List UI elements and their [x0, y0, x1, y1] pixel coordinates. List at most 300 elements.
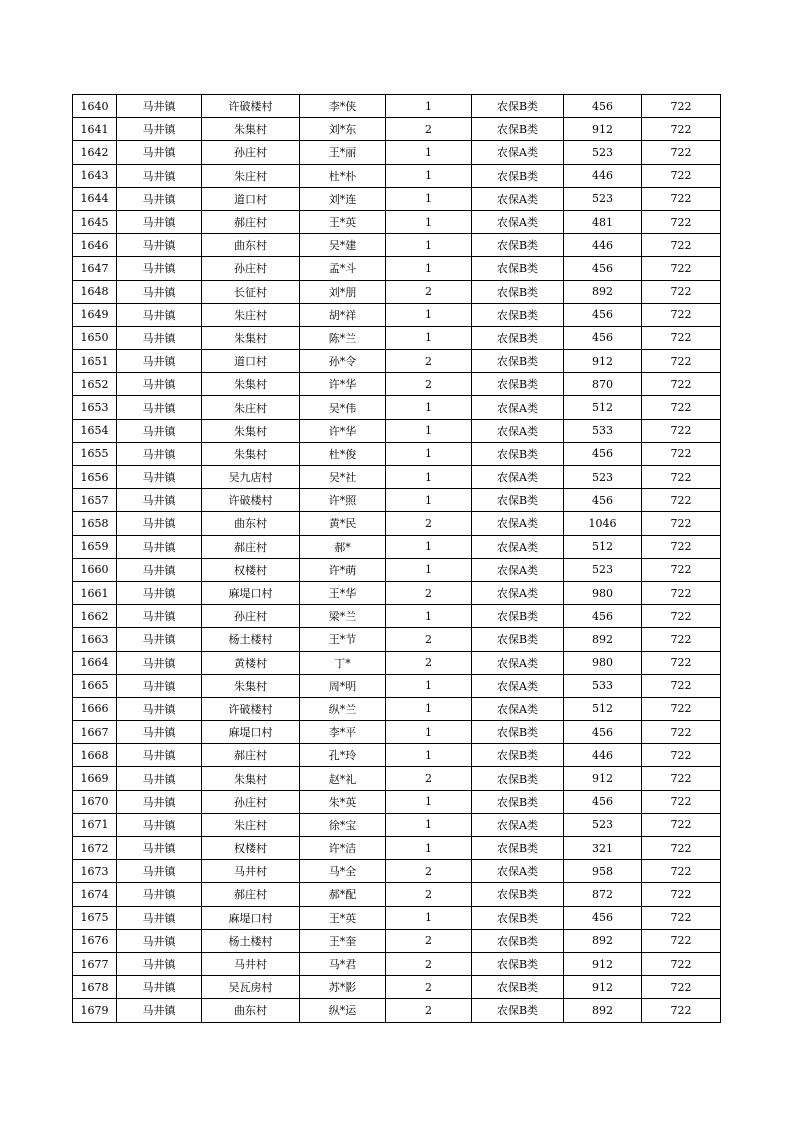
- amount-cell: 523: [564, 187, 642, 210]
- amount-cell: 456: [564, 303, 642, 326]
- row-number-cell: 1650: [73, 326, 117, 349]
- category-cell: 农保B类: [472, 326, 564, 349]
- count-cell: 1: [386, 187, 472, 210]
- table-row: [73, 280, 721, 303]
- name-cell: 周*明: [300, 674, 386, 697]
- count-cell: 1: [386, 813, 472, 836]
- standard-cell: 722: [642, 999, 721, 1022]
- name-cell: 王*节: [300, 628, 386, 651]
- table-row: [73, 558, 721, 581]
- name-cell: 郝*配: [300, 883, 386, 906]
- category-cell: 农保B类: [472, 628, 564, 651]
- category-cell: 农保A类: [472, 813, 564, 836]
- count-cell: 1: [386, 906, 472, 929]
- table-row: [73, 535, 721, 558]
- category-cell: 农保A类: [472, 651, 564, 674]
- count-cell: 1: [386, 605, 472, 628]
- category-cell: 农保A类: [472, 210, 564, 233]
- table-row: [73, 883, 721, 906]
- amount-cell: 456: [564, 326, 642, 349]
- amount-cell: 456: [564, 790, 642, 813]
- standard-cell: 722: [642, 257, 721, 280]
- standard-cell: 722: [642, 837, 721, 860]
- count-cell: 1: [386, 164, 472, 187]
- table-row: [73, 860, 721, 883]
- village-cell: 许破楼村: [202, 95, 300, 118]
- town-cell: 马井镇: [117, 929, 202, 952]
- row-number-cell: 1656: [73, 466, 117, 489]
- table-row: [73, 257, 721, 280]
- standard-cell: 722: [642, 118, 721, 141]
- amount-cell: 892: [564, 628, 642, 651]
- category-cell: 农保B类: [472, 257, 564, 280]
- table-row: [73, 187, 721, 210]
- table-row: [73, 929, 721, 952]
- amount-cell: 456: [564, 906, 642, 929]
- row-number-cell: 1678: [73, 976, 117, 999]
- table-row: [73, 303, 721, 326]
- town-cell: 马井镇: [117, 744, 202, 767]
- standard-cell: 722: [642, 721, 721, 744]
- town-cell: 马井镇: [117, 999, 202, 1022]
- town-cell: 马井镇: [117, 489, 202, 512]
- table-row: [73, 906, 721, 929]
- town-cell: 马井镇: [117, 396, 202, 419]
- category-cell: 农保B类: [472, 373, 564, 396]
- category-cell: 农保B类: [472, 976, 564, 999]
- town-cell: 马井镇: [117, 257, 202, 280]
- row-number-cell: 1671: [73, 813, 117, 836]
- standard-cell: 722: [642, 234, 721, 257]
- amount-cell: 512: [564, 697, 642, 720]
- amount-cell: 892: [564, 929, 642, 952]
- name-cell: 许*萌: [300, 558, 386, 581]
- count-cell: 1: [386, 489, 472, 512]
- name-cell: 李*侠: [300, 95, 386, 118]
- name-cell: 王*华: [300, 581, 386, 604]
- count-cell: 2: [386, 999, 472, 1022]
- count-cell: 1: [386, 790, 472, 813]
- row-number-cell: 1659: [73, 535, 117, 558]
- town-cell: 马井镇: [117, 303, 202, 326]
- row-number-cell: 1643: [73, 164, 117, 187]
- table-row: [73, 141, 721, 164]
- village-cell: 朱集村: [202, 767, 300, 790]
- category-cell: 农保B类: [472, 999, 564, 1022]
- count-cell: 1: [386, 721, 472, 744]
- village-cell: 朱集村: [202, 373, 300, 396]
- village-cell: 朱庄村: [202, 813, 300, 836]
- standard-cell: 722: [642, 210, 721, 233]
- count-cell: 2: [386, 976, 472, 999]
- standard-cell: 722: [642, 326, 721, 349]
- row-number-cell: 1679: [73, 999, 117, 1022]
- town-cell: 马井镇: [117, 118, 202, 141]
- row-number-cell: 1657: [73, 489, 117, 512]
- name-cell: 赵*礼: [300, 767, 386, 790]
- village-cell: 朱集村: [202, 326, 300, 349]
- row-number-cell: 1663: [73, 628, 117, 651]
- category-cell: 农保A类: [472, 512, 564, 535]
- standard-cell: 722: [642, 280, 721, 303]
- town-cell: 马井镇: [117, 326, 202, 349]
- count-cell: 1: [386, 674, 472, 697]
- count-cell: 2: [386, 952, 472, 975]
- standard-cell: 722: [642, 350, 721, 373]
- amount-cell: 958: [564, 860, 642, 883]
- town-cell: 马井镇: [117, 442, 202, 465]
- row-number-cell: 1677: [73, 952, 117, 975]
- row-number-cell: 1674: [73, 883, 117, 906]
- village-cell: 麻堤口村: [202, 721, 300, 744]
- table-row: [73, 697, 721, 720]
- standard-cell: 722: [642, 303, 721, 326]
- row-number-cell: 1651: [73, 350, 117, 373]
- name-cell: 马*全: [300, 860, 386, 883]
- town-cell: 马井镇: [117, 373, 202, 396]
- name-cell: 吴*社: [300, 466, 386, 489]
- village-cell: 吴九店村: [202, 466, 300, 489]
- village-cell: 曲东村: [202, 999, 300, 1022]
- row-number-cell: 1670: [73, 790, 117, 813]
- village-cell: 曲东村: [202, 512, 300, 535]
- standard-cell: 722: [642, 141, 721, 164]
- row-number-cell: 1661: [73, 581, 117, 604]
- village-cell: 杨土楼村: [202, 628, 300, 651]
- town-cell: 马井镇: [117, 883, 202, 906]
- amount-cell: 523: [564, 466, 642, 489]
- amount-cell: 456: [564, 95, 642, 118]
- name-cell: 梁*兰: [300, 605, 386, 628]
- category-cell: 农保A类: [472, 697, 564, 720]
- village-cell: 权楼村: [202, 837, 300, 860]
- name-cell: 杜*俊: [300, 442, 386, 465]
- count-cell: 2: [386, 929, 472, 952]
- name-cell: 苏*影: [300, 976, 386, 999]
- village-cell: 杨土楼村: [202, 929, 300, 952]
- amount-cell: 512: [564, 535, 642, 558]
- town-cell: 马井镇: [117, 210, 202, 233]
- town-cell: 马井镇: [117, 721, 202, 744]
- table-row: [73, 210, 721, 233]
- standard-cell: 722: [642, 187, 721, 210]
- village-cell: 朱庄村: [202, 396, 300, 419]
- standard-cell: 722: [642, 628, 721, 651]
- table-row: [73, 721, 721, 744]
- village-cell: 孙庄村: [202, 790, 300, 813]
- row-number-cell: 1652: [73, 373, 117, 396]
- village-cell: 朱集村: [202, 674, 300, 697]
- amount-cell: 872: [564, 883, 642, 906]
- row-number-cell: 1645: [73, 210, 117, 233]
- row-number-cell: 1646: [73, 234, 117, 257]
- name-cell: 朱*英: [300, 790, 386, 813]
- table-row: [73, 164, 721, 187]
- row-number-cell: 1640: [73, 95, 117, 118]
- standard-cell: 722: [642, 976, 721, 999]
- town-cell: 马井镇: [117, 605, 202, 628]
- count-cell: 1: [386, 419, 472, 442]
- standard-cell: 722: [642, 790, 721, 813]
- town-cell: 马井镇: [117, 466, 202, 489]
- table-row: [73, 744, 721, 767]
- town-cell: 马井镇: [117, 187, 202, 210]
- village-cell: 麻堤口村: [202, 906, 300, 929]
- amount-cell: 456: [564, 257, 642, 280]
- amount-cell: 456: [564, 489, 642, 512]
- town-cell: 马井镇: [117, 234, 202, 257]
- amount-cell: 512: [564, 396, 642, 419]
- count-cell: 2: [386, 767, 472, 790]
- category-cell: 农保A类: [472, 419, 564, 442]
- row-number-cell: 1641: [73, 118, 117, 141]
- count-cell: 2: [386, 280, 472, 303]
- name-cell: 刘*东: [300, 118, 386, 141]
- category-cell: 农保B类: [472, 605, 564, 628]
- amount-cell: 533: [564, 419, 642, 442]
- name-cell: 吴*伟: [300, 396, 386, 419]
- standard-cell: 722: [642, 419, 721, 442]
- amount-cell: 481: [564, 210, 642, 233]
- standard-cell: 722: [642, 860, 721, 883]
- standard-cell: 722: [642, 466, 721, 489]
- category-cell: 农保B类: [472, 303, 564, 326]
- table-row: [73, 442, 721, 465]
- town-cell: 马井镇: [117, 790, 202, 813]
- count-cell: 2: [386, 860, 472, 883]
- village-cell: 道口村: [202, 350, 300, 373]
- category-cell: 农保A类: [472, 396, 564, 419]
- category-cell: 农保B类: [472, 489, 564, 512]
- name-cell: 陈*兰: [300, 326, 386, 349]
- village-cell: 朱集村: [202, 419, 300, 442]
- name-cell: 许*照: [300, 489, 386, 512]
- town-cell: 马井镇: [117, 651, 202, 674]
- category-cell: 农保B类: [472, 952, 564, 975]
- town-cell: 马井镇: [117, 350, 202, 373]
- amount-cell: 456: [564, 442, 642, 465]
- count-cell: 1: [386, 95, 472, 118]
- category-cell: 农保A类: [472, 466, 564, 489]
- name-cell: 许*洁: [300, 837, 386, 860]
- standard-cell: 722: [642, 744, 721, 767]
- standard-cell: 722: [642, 535, 721, 558]
- standard-cell: 722: [642, 906, 721, 929]
- row-number-cell: 1644: [73, 187, 117, 210]
- category-cell: 农保B类: [472, 164, 564, 187]
- table-row: [73, 234, 721, 257]
- standard-cell: 722: [642, 929, 721, 952]
- village-cell: 朱集村: [202, 442, 300, 465]
- name-cell: 王*奎: [300, 929, 386, 952]
- category-cell: 农保A类: [472, 187, 564, 210]
- count-cell: 2: [386, 651, 472, 674]
- row-number-cell: 1649: [73, 303, 117, 326]
- village-cell: 马井村: [202, 860, 300, 883]
- town-cell: 马井镇: [117, 419, 202, 442]
- village-cell: 孙庄村: [202, 141, 300, 164]
- standard-cell: 722: [642, 581, 721, 604]
- table-row: [73, 976, 721, 999]
- row-number-cell: 1647: [73, 257, 117, 280]
- category-cell: 农保A类: [472, 860, 564, 883]
- village-cell: 曲东村: [202, 234, 300, 257]
- category-cell: 农保B类: [472, 767, 564, 790]
- town-cell: 马井镇: [117, 558, 202, 581]
- village-cell: 马井村: [202, 952, 300, 975]
- town-cell: 马井镇: [117, 860, 202, 883]
- standard-cell: 722: [642, 558, 721, 581]
- standard-cell: 722: [642, 442, 721, 465]
- table-row: [73, 95, 721, 118]
- category-cell: 农保B类: [472, 95, 564, 118]
- table-row: [73, 419, 721, 442]
- town-cell: 马井镇: [117, 952, 202, 975]
- roster-table: [72, 94, 721, 1023]
- row-number-cell: 1675: [73, 906, 117, 929]
- row-number-cell: 1664: [73, 651, 117, 674]
- amount-cell: 523: [564, 558, 642, 581]
- name-cell: 马*君: [300, 952, 386, 975]
- row-number-cell: 1654: [73, 419, 117, 442]
- category-cell: 农保A类: [472, 535, 564, 558]
- count-cell: 1: [386, 837, 472, 860]
- standard-cell: 722: [642, 952, 721, 975]
- amount-cell: 321: [564, 837, 642, 860]
- village-cell: 吴瓦房村: [202, 976, 300, 999]
- town-cell: 马井镇: [117, 813, 202, 836]
- row-number-cell: 1648: [73, 280, 117, 303]
- amount-cell: 456: [564, 721, 642, 744]
- row-number-cell: 1669: [73, 767, 117, 790]
- name-cell: 刘*连: [300, 187, 386, 210]
- table-row: [73, 999, 721, 1022]
- town-cell: 马井镇: [117, 164, 202, 187]
- name-cell: 李*平: [300, 721, 386, 744]
- amount-cell: 892: [564, 999, 642, 1022]
- town-cell: 马井镇: [117, 674, 202, 697]
- village-cell: 郝庄村: [202, 535, 300, 558]
- category-cell: 农保A类: [472, 674, 564, 697]
- roster-table-body: [73, 95, 721, 1023]
- town-cell: 马井镇: [117, 280, 202, 303]
- village-cell: 权楼村: [202, 558, 300, 581]
- standard-cell: 722: [642, 396, 721, 419]
- count-cell: 2: [386, 350, 472, 373]
- standard-cell: 722: [642, 605, 721, 628]
- table-row: [73, 605, 721, 628]
- count-cell: 1: [386, 744, 472, 767]
- table-row: [73, 767, 721, 790]
- village-cell: 朱庄村: [202, 164, 300, 187]
- count-cell: 2: [386, 512, 472, 535]
- amount-cell: 446: [564, 234, 642, 257]
- category-cell: 农保B类: [472, 744, 564, 767]
- table-row: [73, 326, 721, 349]
- count-cell: 2: [386, 628, 472, 651]
- amount-cell: 980: [564, 581, 642, 604]
- town-cell: 马井镇: [117, 628, 202, 651]
- category-cell: 农保B类: [472, 883, 564, 906]
- name-cell: 黄*民: [300, 512, 386, 535]
- count-cell: 1: [386, 442, 472, 465]
- name-cell: 王*英: [300, 906, 386, 929]
- row-number-cell: 1658: [73, 512, 117, 535]
- count-cell: 1: [386, 466, 472, 489]
- category-cell: 农保B类: [472, 721, 564, 744]
- town-cell: 马井镇: [117, 697, 202, 720]
- category-cell: 农保B类: [472, 350, 564, 373]
- amount-cell: 870: [564, 373, 642, 396]
- standard-cell: 722: [642, 813, 721, 836]
- village-cell: 许破楼村: [202, 697, 300, 720]
- row-number-cell: 1672: [73, 837, 117, 860]
- category-cell: 农保B类: [472, 837, 564, 860]
- amount-cell: 912: [564, 118, 642, 141]
- category-cell: 农保B类: [472, 234, 564, 257]
- table-row: [73, 581, 721, 604]
- count-cell: 1: [386, 697, 472, 720]
- amount-cell: 456: [564, 605, 642, 628]
- table-row: [73, 837, 721, 860]
- row-number-cell: 1673: [73, 860, 117, 883]
- row-number-cell: 1668: [73, 744, 117, 767]
- standard-cell: 722: [642, 164, 721, 187]
- town-cell: 马井镇: [117, 976, 202, 999]
- name-cell: 徐*宝: [300, 813, 386, 836]
- standard-cell: 722: [642, 767, 721, 790]
- count-cell: 2: [386, 883, 472, 906]
- row-number-cell: 1665: [73, 674, 117, 697]
- category-cell: 农保B类: [472, 790, 564, 813]
- table-row: [73, 813, 721, 836]
- count-cell: 1: [386, 326, 472, 349]
- town-cell: 马井镇: [117, 512, 202, 535]
- table-row: [73, 373, 721, 396]
- standard-cell: 722: [642, 489, 721, 512]
- town-cell: 马井镇: [117, 535, 202, 558]
- village-cell: 许破楼村: [202, 489, 300, 512]
- name-cell: 吴*建: [300, 234, 386, 257]
- village-cell: 郝庄村: [202, 744, 300, 767]
- amount-cell: 446: [564, 164, 642, 187]
- row-number-cell: 1660: [73, 558, 117, 581]
- count-cell: 1: [386, 210, 472, 233]
- town-cell: 马井镇: [117, 837, 202, 860]
- name-cell: 纵*运: [300, 999, 386, 1022]
- table-row: [73, 674, 721, 697]
- table-row: [73, 489, 721, 512]
- village-cell: 朱庄村: [202, 303, 300, 326]
- name-cell: 王*丽: [300, 141, 386, 164]
- name-cell: 郝*: [300, 535, 386, 558]
- amount-cell: 533: [564, 674, 642, 697]
- name-cell: 刘*朋: [300, 280, 386, 303]
- category-cell: 农保B类: [472, 906, 564, 929]
- table-row: [73, 396, 721, 419]
- count-cell: 1: [386, 257, 472, 280]
- table-row: [73, 628, 721, 651]
- name-cell: 胡*祥: [300, 303, 386, 326]
- town-cell: 马井镇: [117, 906, 202, 929]
- row-number-cell: 1666: [73, 697, 117, 720]
- name-cell: 丁*: [300, 651, 386, 674]
- standard-cell: 722: [642, 95, 721, 118]
- amount-cell: 980: [564, 651, 642, 674]
- count-cell: 1: [386, 558, 472, 581]
- village-cell: 孙庄村: [202, 605, 300, 628]
- count-cell: 1: [386, 234, 472, 257]
